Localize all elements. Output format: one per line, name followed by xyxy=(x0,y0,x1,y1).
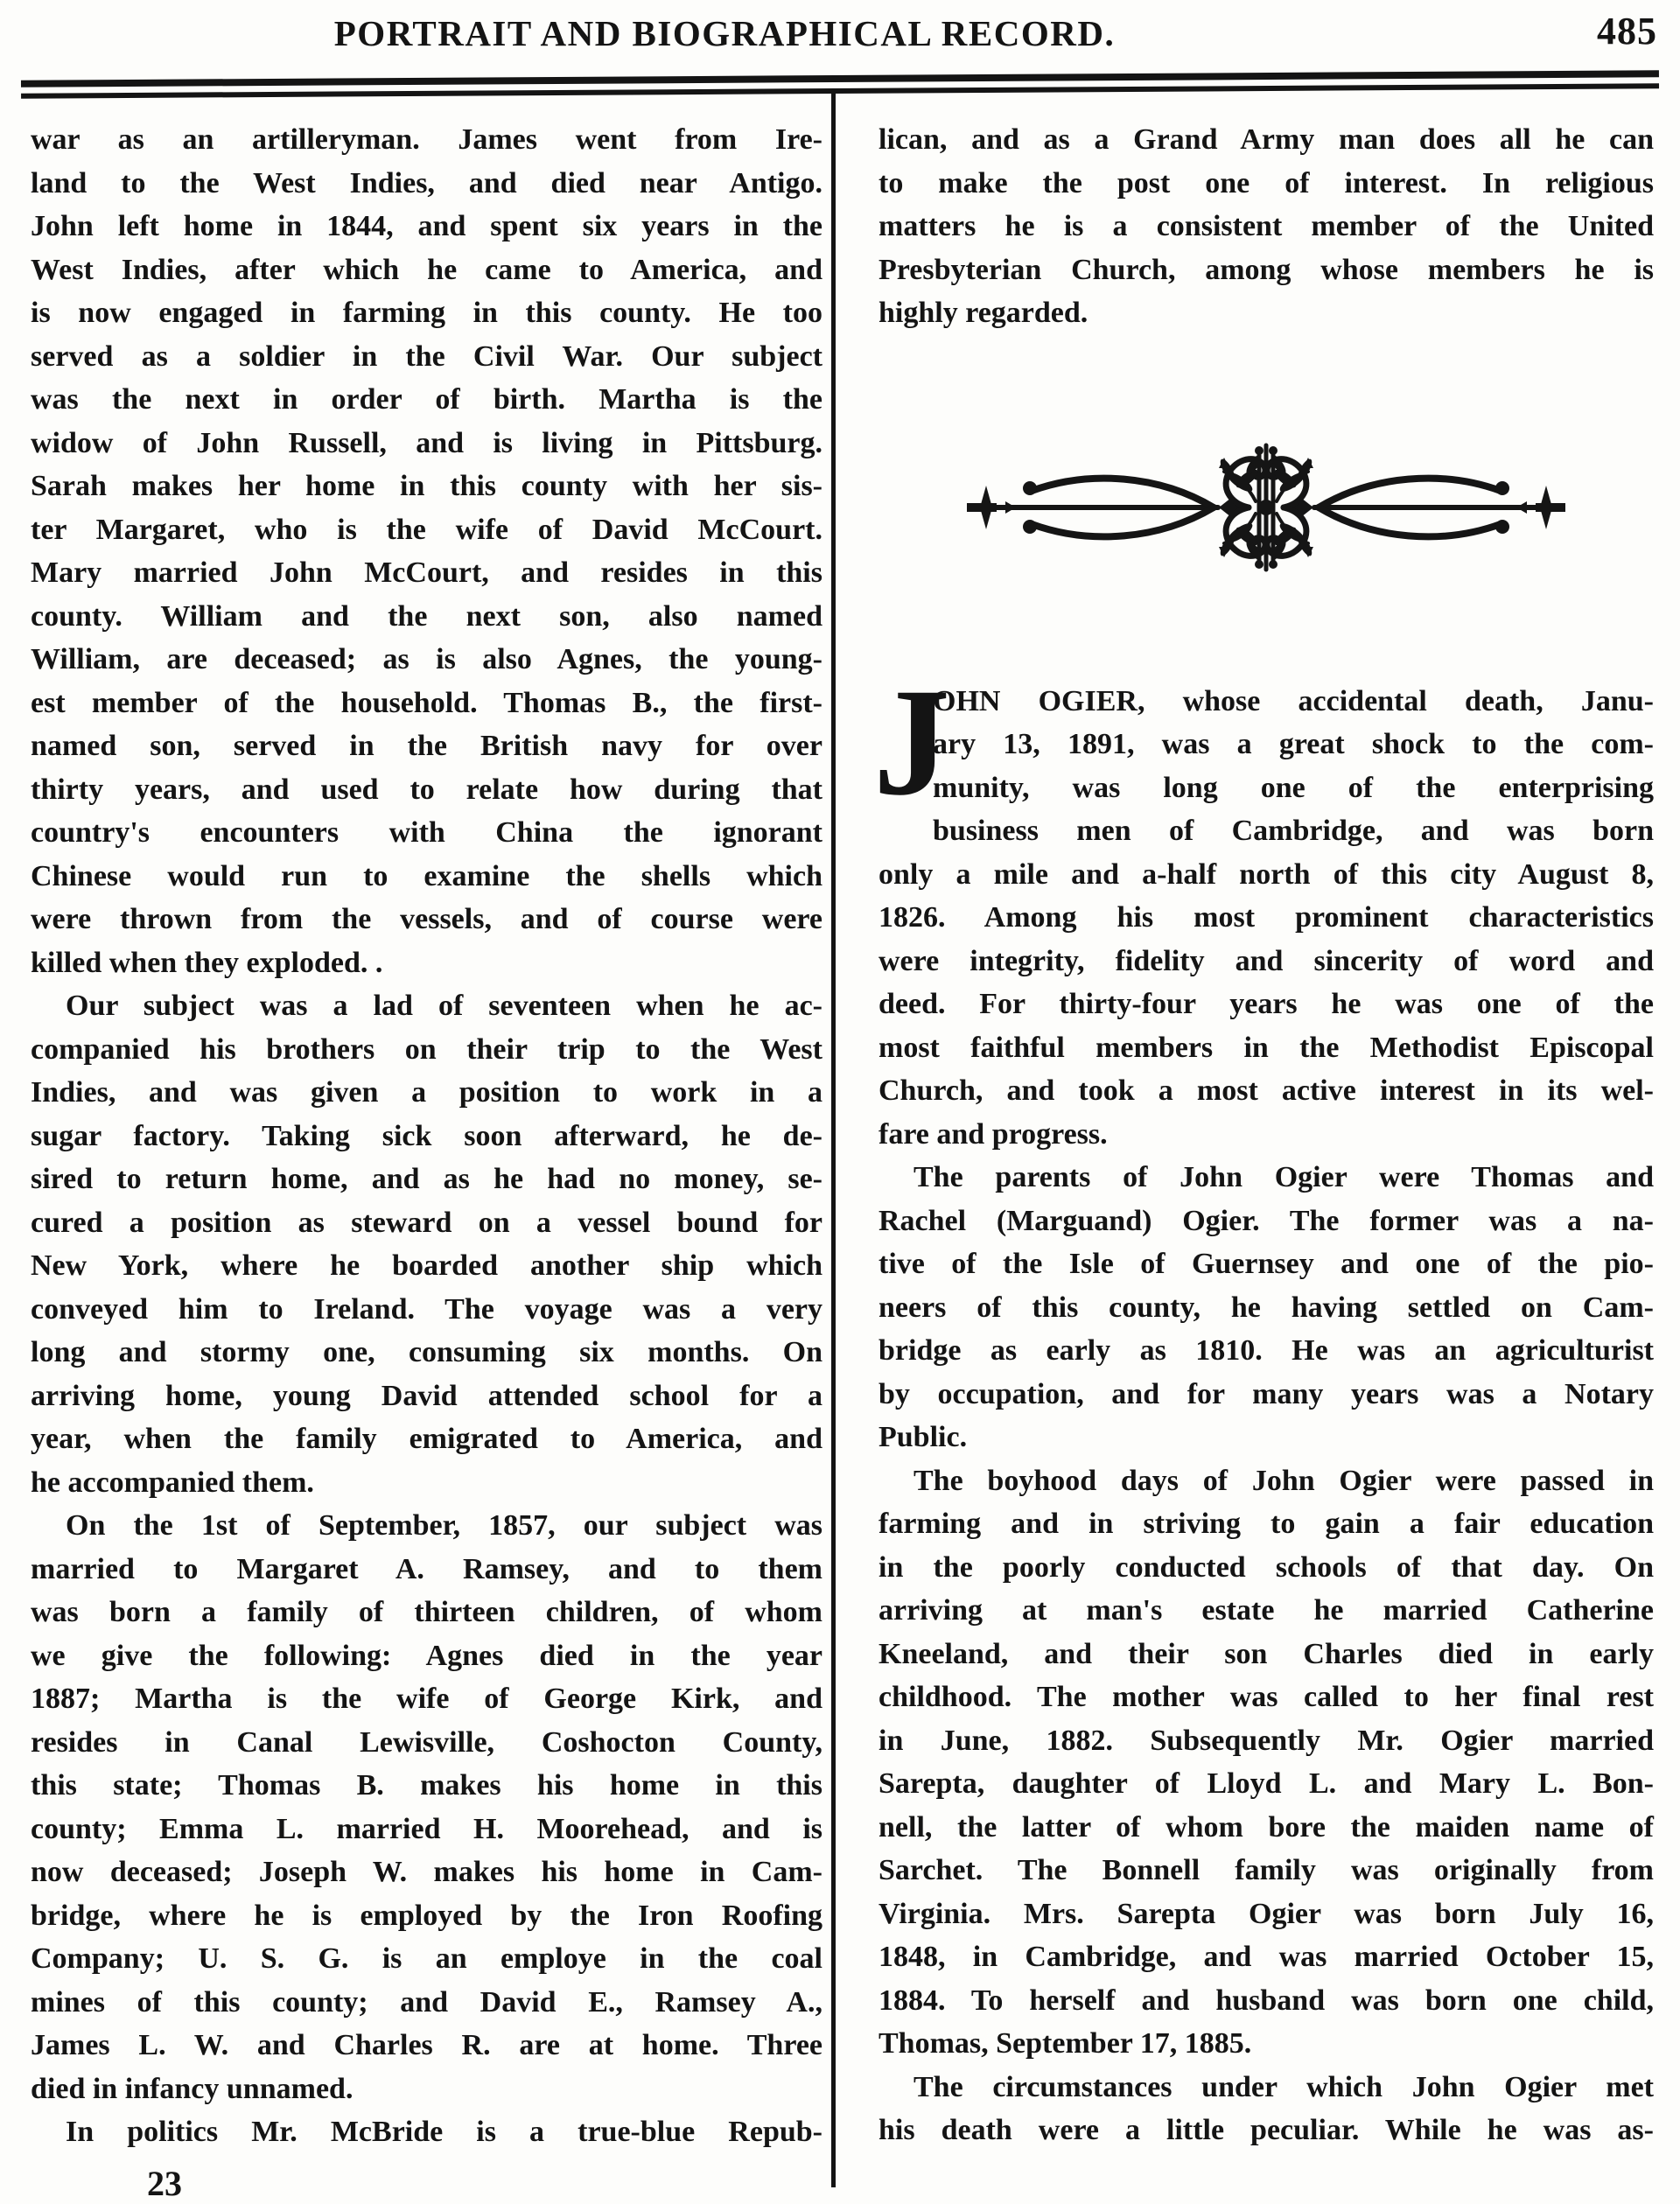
text-line: Sarah makes her home in this county with her sis- xyxy=(31,470,822,502)
paragraph xyxy=(878,2066,1654,2152)
text-line: Indies, and was given a position to work in a xyxy=(31,1076,822,1109)
text-line: conveyed him to Ireland. The voyage was a very xyxy=(31,1292,822,1326)
text-line: in June, 1882. Subsequently Mr. Ogier married xyxy=(878,1724,1654,1757)
text-line: On the 1st of September, 1857, our subject was xyxy=(66,1509,822,1542)
text-line: 1887; Martha is the wife of George Kirk, and xyxy=(31,1683,822,1715)
text-line: served as a soldier in the Civil War. Our subject xyxy=(31,339,822,373)
text-line: West Indies, after which he came to America, and xyxy=(31,253,822,286)
paragraph xyxy=(31,1504,822,2110)
text-line: widow of John Russell, and is living in Pittsburg. xyxy=(31,426,822,459)
text-line: New York, where he boarded another ship which xyxy=(31,1249,822,1282)
text-line: his death were a little peculiar. While he was as- xyxy=(878,2114,1654,2146)
text-line: nell, the latter of whom bore the maiden name of xyxy=(878,1810,1654,1844)
paragraph xyxy=(878,1459,1654,2066)
text-line: John left home in 1844, and spent six years in the xyxy=(31,210,822,242)
text-line: Public. xyxy=(878,1421,968,1453)
text-line: year, when the family emigrated to America, and xyxy=(31,1423,822,1455)
text-line: Sarchet. The Bonnell family was originally from xyxy=(878,1854,1654,1886)
text-line: bridge, where he is employed by the Iron Roofing xyxy=(31,1899,822,1932)
article-body xyxy=(873,656,1654,2152)
text-line: Mary married John McCourt, and resides in this xyxy=(31,556,822,589)
text-line: only a mile and a-half north of this city August 8, xyxy=(878,857,1654,891)
text-line: Rachel (Marguand) Ogier. The former was a na- xyxy=(878,1204,1654,1237)
text-line: ter Margaret, who is the wife of David McCourt. xyxy=(31,513,822,546)
text-line: neers of this county, he having settled on Cam- xyxy=(878,1291,1654,1324)
text-line: this state; Thomas B. makes his home in this xyxy=(31,1769,822,1802)
paragraph xyxy=(878,1156,1654,1459)
text-line: now deceased; Joseph W. makes his home in Cam- xyxy=(31,1856,822,1888)
text-line: was born a family of thirteen children, of whom xyxy=(31,1596,822,1628)
text-line: bridge as early as 1810. He was an agriculturist xyxy=(878,1334,1654,1367)
text-line: highly regarded. xyxy=(878,297,1088,329)
text-line: OHN OGIER, whose accidental death, Janu- xyxy=(933,684,1654,717)
page-title: PORTRAIT AND BIOGRAPHICAL RECORD. xyxy=(333,13,1116,53)
text-line: Thomas, September 17, 1885. xyxy=(878,2027,1252,2060)
text-line: 1848, in Cambridge, and was married October 15, xyxy=(878,1941,1654,1973)
text-line: is now engaged in farming in this county. He too xyxy=(31,297,822,329)
text-line: by occupation, and for many years was a Notary xyxy=(878,1377,1654,1410)
text-line: Company; U. S. G. is an employe in the coal xyxy=(31,1942,822,1975)
text-line: The boyhood days of John Ogier were passed in xyxy=(914,1464,1654,1497)
text-line: In politics Mr. McBride is a true-blue Repub- xyxy=(66,2116,822,2148)
text-line: lican, and as a Grand Army man does all he can xyxy=(878,123,1654,156)
page-number: 485 xyxy=(1597,10,1657,52)
text-line: business men of Cambridge, and was born xyxy=(933,815,1654,847)
text-line: county; Emma L. married H. Moorehead, and is xyxy=(31,1812,822,1845)
text-line: tive of the Isle of Guernsey and one of the pio- xyxy=(878,1248,1654,1280)
text-line: long and stormy one, consuming six months. On xyxy=(31,1336,822,1368)
text-line: ary 13, 1891, was a great shock to the com- xyxy=(933,728,1654,760)
text-line: companied his brothers on their trip to the West xyxy=(31,1032,822,1066)
paragraph xyxy=(873,656,1654,1157)
text-line: deed. For thirty-four years he was one of the xyxy=(878,988,1654,1020)
text-line: William, are deceased; as is also Agnes, the young- xyxy=(31,643,822,675)
text-line: died in infancy unnamed. xyxy=(31,2072,354,2105)
footer-signature: 23 xyxy=(147,2164,182,2203)
paragraph xyxy=(878,118,1654,335)
text-line: Chinese would run to examine the shells which xyxy=(31,859,822,892)
text-line: The circumstances under which John Ogier met xyxy=(914,2070,1654,2103)
text-line: est member of the household. Thomas B., the first- xyxy=(31,686,822,719)
text-line: Kneeland, and their son Charles died in early xyxy=(878,1637,1654,1670)
text-line: mines of this county; and David E., Ramsey A., xyxy=(31,1985,822,2019)
text-line: 1884. To herself and husband was born one child, xyxy=(878,1984,1654,2017)
ornament-divider xyxy=(951,433,1581,582)
paragraph xyxy=(31,2110,822,2154)
text-line: Presbyterian Church, among whose members he is xyxy=(878,253,1654,286)
text-line: Church, and took a most active interest in its wel- xyxy=(878,1074,1654,1107)
text-line: cured a position as steward on a vessel bound for xyxy=(31,1206,822,1239)
text-line: James L. W. and Charles R. are at home. Three xyxy=(31,2029,822,2061)
text-line: land to the West Indies, and died near Antigo. xyxy=(31,166,822,199)
text-line: matters he is a consistent member of the United xyxy=(878,210,1654,242)
header-rules xyxy=(21,70,1659,98)
drop-cap-letter: J xyxy=(873,656,950,828)
text-line: country's encounters with China the ignorant xyxy=(31,816,822,849)
floral-divider-icon xyxy=(951,433,1581,582)
text-line: war as an artilleryman. James went from Ire- xyxy=(31,123,822,156)
text-line: arriving home, young David attended school for a xyxy=(31,1379,822,1412)
text-line: he accompanied them. xyxy=(31,1466,314,1499)
text-line: in the poorly conducted schools of that day. On xyxy=(878,1550,1654,1584)
text-line: resides in Canal Lewisville, Coshocton County, xyxy=(31,1725,822,1759)
text-line: fare and progress. xyxy=(878,1117,1108,1151)
text-line: were thrown from the vessels, and of course were xyxy=(31,903,822,935)
text-line: to make the post one of interest. In religious xyxy=(878,166,1654,199)
text-line: The parents of John Ogier were Thomas and xyxy=(914,1161,1654,1193)
text-line: married to Margaret A. Ramsey, and to them xyxy=(31,1552,822,1585)
text-line: childhood. The mother was called to her final rest xyxy=(878,1681,1654,1713)
text-line: sugar factory. Taking sick soon afterward, he de- xyxy=(31,1119,822,1152)
text-line: farming and in striving to gain a fair education xyxy=(878,1508,1654,1540)
text-line: was the next in order of birth. Martha is the xyxy=(31,383,822,416)
text-line: munity, was long one of the enterprising xyxy=(933,771,1654,804)
right-column xyxy=(873,118,1654,2152)
text-line: Our subject was a lad of seventeen when he ac- xyxy=(66,990,822,1022)
text-line: thirty years, and used to relate how during that xyxy=(31,773,822,806)
paragraph xyxy=(31,984,822,1504)
drop-cap-space xyxy=(873,656,950,853)
text-line: we give the following: Agnes died in the year xyxy=(31,1639,822,1672)
text-line: Virginia. Mrs. Sarepta Ogier was born July 16, xyxy=(878,1897,1654,1930)
left-column xyxy=(31,118,822,2154)
right-column-top xyxy=(878,118,1654,335)
text-line: sired to return home, and as he had no money, se- xyxy=(31,1163,822,1195)
column-divider xyxy=(831,91,836,2187)
text-line: county. William and the next son, also named xyxy=(31,599,822,633)
text-line: most faithful members in the Methodist Episcopal xyxy=(878,1031,1654,1064)
paragraph xyxy=(31,118,822,984)
text-line: named son, served in the British navy for over xyxy=(31,730,822,762)
text-line: were integrity, fidelity and sincerity of word and xyxy=(878,944,1654,977)
text-line: killed when they exploded. . xyxy=(31,946,383,979)
text-line: 1826. Among his most prominent characteristics xyxy=(878,901,1654,934)
text-line: Sarepta, daughter of Lloyd L. and Mary L. Bon- xyxy=(878,1767,1654,1800)
text-line: arriving at man's estate he married Catherine xyxy=(878,1594,1654,1627)
